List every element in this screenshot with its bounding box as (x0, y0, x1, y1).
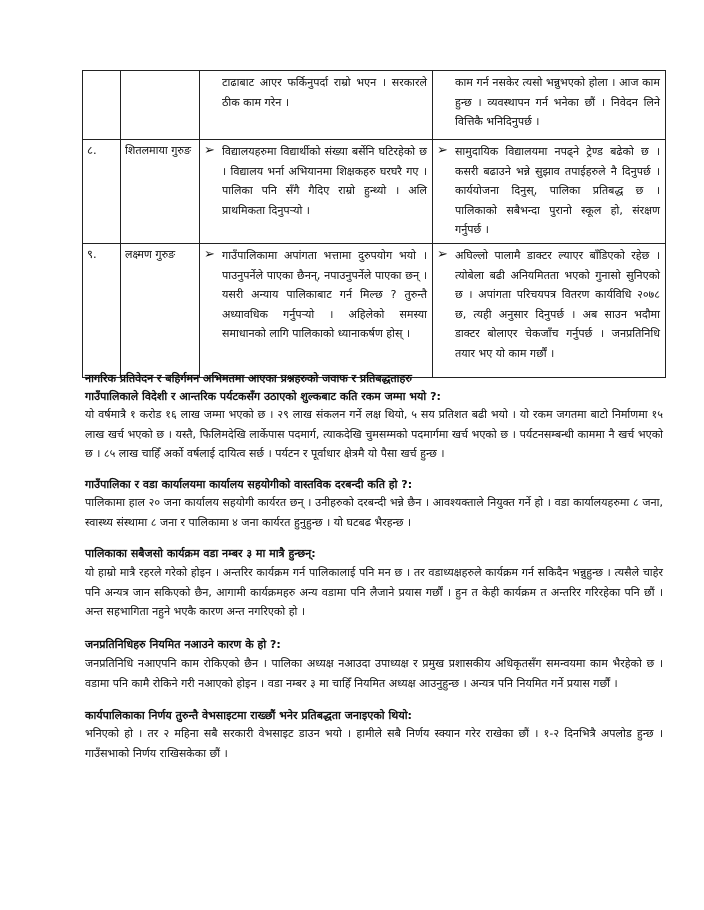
question-heading: जनप्रतिनिधिहरु नियमित नआउने कारण के हो ?: (85, 638, 281, 651)
arrow-bullet-icon: ➢ (204, 143, 215, 158)
response-text: काम गर्न नसकेर त्यसो भन्नुभएको होला । आज काम हुन्छ । व्यवस्थापन गर्न भनेका छौं । निवेदन लिने वित्तिकै भनिदिनुपर्छ । (455, 76, 660, 129)
arrow-bullet-icon: ➢ (204, 246, 215, 262)
answer-paragraph: यो हाम्रो मात्रै रहरले गरेको होइन । अन्तरिर कार्यक्रम गर्न पालिकालाई पनि मन छ । तर वडाध्यक्षहरुले कार्यक्रम गर्न सकिदैन भन्नुहुन्छ । त्यसैले चाहेर पनि अन्यत्र जान सकिएको छैन, आगामी कार्यक्रमहरु अन्य वडामा पनि लैजाने प्रयास गर्छौं । हुन त केही कार्यक्रम त अन्तरिर गरिरहेका पनि छौं । अन्त सहभागिता नहुने भएकै कारण अन्त नगरिएको हो । (85, 566, 663, 619)
arrow-bullet-icon: ➢ (437, 246, 448, 262)
table-row (83, 140, 666, 244)
answer-paragraph: यो वर्षमात्रै १ करोड १६ लाख जम्मा भएको छ । २९ लाख संकलन गर्ने लक्ष थियो, ५ सय प्रतिशत बढी भयो । यो रकम जगतमा बाटो निर्माणमा १५ लाख खर्च भएको छ । यस्तै, फिलिमदेखि लार्केपास पदमार्ग, त्याकदेखि चुमसम्मको पदमार्गमा खर्च भएको छ । पर्यटनसम्बन्धी काममा नै खर्च भएको छ । ८५ लाख चाहिँ अर्को वर्षलाई दायित्व सर्छ । पर्यटन र पूर्वाधार क्षेत्रमै यो पैसा खर्च हुन्छ । (85, 408, 663, 461)
answer-paragraph: जनप्रतिनिधि नआएपनि काम रोकिएको छैन । पालिका अध्यक्ष नआउदा उपाध्यक्ष र प्रमुख प्रशासकीय अधिकृतसँग समन्वयमा काम भैरहेको छ । वडामा पनि कामै रोकिने गरी नआएको होइन । वडा नम्बर ३ मा चाहिँ नियमित अध्यक्ष आउनुहुन्छ । अन्यत्र पनि नियमित गर्ने प्रयास गर्छौं । (85, 657, 663, 690)
comments-table (82, 70, 666, 378)
table-row (83, 71, 666, 140)
concern-text: गाउँपालिकामा अपांगता भत्तामा दुरुपयोग भयो । पाउनुपर्नेले पाएका छैनन्, नपाउनुपर्नेले पाएका छन् । यसरी अन्याय पालिकाबाट गर्न मिल्छ ? तुरुन्तै अध्यावधिक गर्नुपर्‍यो । अहिलेको समस्या समाधानको लागि पालिकाको ध्यानाकर्षण होस् । (222, 248, 427, 341)
concern-text: टाढाबाट आएर फर्किनुपर्दा राम्रो भएन । सरकारले ठीक काम गरेन । (222, 76, 427, 109)
speaker-name: शितलमाया गुरुङ (121, 140, 200, 244)
section-title: नागरिक प्रतिवेदन र बहिर्गमन अभिमतमा आएका प्रश्नहरुको जवाफ र प्रतिबद्धताहरु (85, 372, 412, 385)
question-heading: गाउँपालिकाले विदेशी र आन्तरिक पर्यटकसँग उठाएको शुल्कबाट कति रकम जम्मा भयो ?: (85, 390, 441, 403)
row-number: ९. (83, 243, 121, 377)
speaker-name: लक्ष्मण गुरुङ (121, 243, 200, 377)
response-text: अघिल्लो पालामै डाक्टर ल्याएर बाँडिएको रहेछ । त्योबेला बढी अनियमितता भएको गुनासो सुनिएको छ । अपांगता परिचयपत्र वितरण कार्यविधि २०७८ छ, त्यही अनुसार दिनुपर्छ । अब साउन भदौमा डाक्टर बोलाएर चेकजाँच गर्नुपर्छ । जनप्रतिनिधि तयार भए यो काम गर्छौं । (455, 248, 660, 360)
row-number (83, 71, 121, 140)
question-heading: गाउँपालिका र वडा कार्यालयमा कार्यालय सहयोगीको वास्तविक दरबन्दी कति हो ?: (85, 478, 413, 491)
response-text: सामुदायिक विद्यालयमा नपढ्ने ट्रेण्ड बढेको छ । कसरी बढाउने भन्ने सुझाव तपाईहरुले नै दिनुपर्छ । कार्ययोजना दिनुस्, पालिका प्रतिबद्ध छ । पालिकाको सबैभन्दा पुरानो स्कूल हो, संरक्षण गर्नुपर्छ । (455, 145, 660, 237)
question-heading: कार्यपालिकाका निर्णय तुरुन्तै वेभसाइटमा राख्छौं भनेर प्रतिबद्धता जनाइएको थियो: (85, 709, 412, 722)
table-row (83, 243, 666, 377)
answer-paragraph: भनिएको हो । तर २ महिना सबै सरकारी वेभसाइट डाउन भयो । हामीले सबै निर्णय स्क्यान गरेर राखेका छौं । १-२ दिनभित्रै अपलोड हुन्छ । गाउँसभाको निर्णय राखिसकेका छौं । (85, 727, 663, 760)
arrow-bullet-icon: ➢ (437, 143, 448, 158)
speaker-name (121, 71, 200, 140)
concern-text: विद्यालयहरुमा विद्यार्थीको संख्या बर्सेनि घटिरहेको छ । विद्यालय भर्ना अभियानमा शिक्षकहरु घरघरै गए । पालिका पनि सँगै गैदिए राम्रो हुन्थ्यो । अलि प्राथमिकता दिनुपर्‍यो । (222, 145, 427, 217)
answer-paragraph: पालिकामा हाल २० जना कार्यालय सहयोगी कार्यरत छन् । उनीहरुको दरबन्दी भन्ने छैन । आवश्यक्ताले नियुक्त गर्ने हो । वडा कार्यालयहरुमा ८ जना, स्वास्थ्य संस्थामा ८ जना र पालिकामा ४ जना कार्यरत हुनुहुन्छ । यो घटबढ भैरहन्छ । (85, 496, 663, 529)
question-heading: पालिकाका सबैजसो कार्यक्रम वडा नम्बर ३ मा मात्रै हुन्छन्: (85, 547, 316, 560)
row-number: ८. (83, 140, 121, 244)
